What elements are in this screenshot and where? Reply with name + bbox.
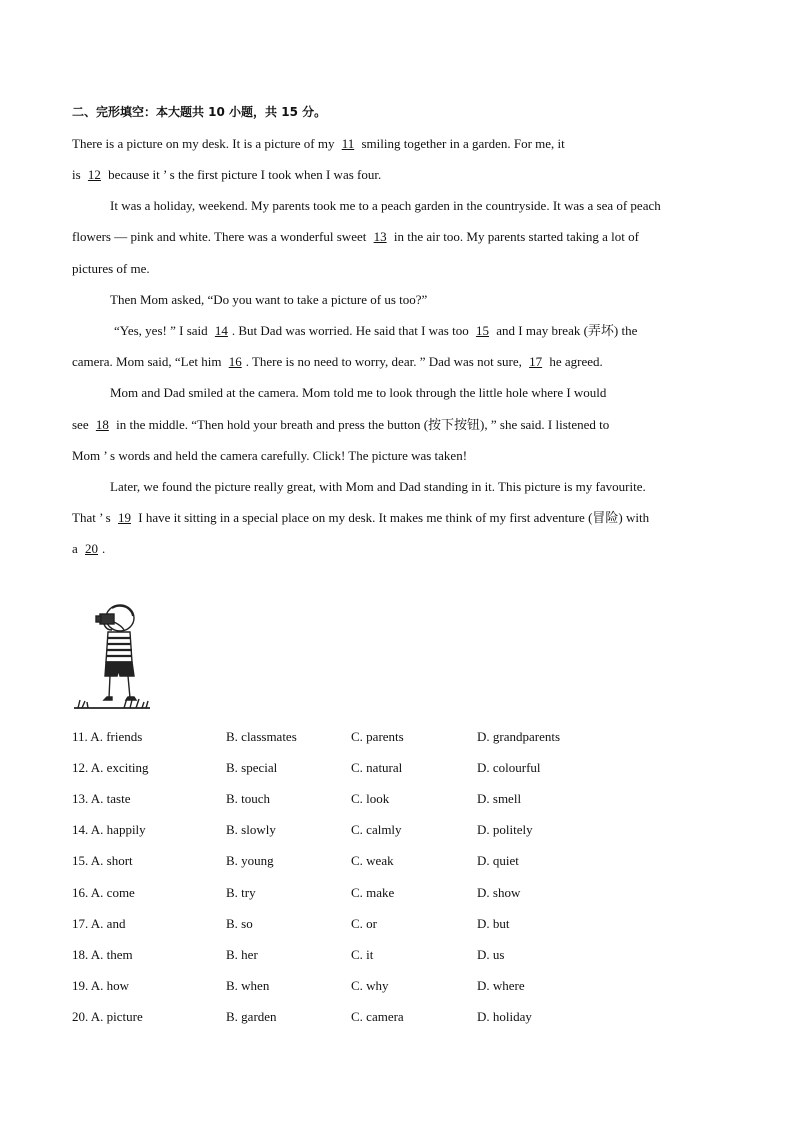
- passage-line-6: Then Mom asked, “Do you want to take a picture of us too?”: [110, 292, 428, 307]
- option-row: [72, 885, 632, 901]
- option-b[interactable]: B. garden: [226, 1009, 277, 1024]
- option-c[interactable]: C. why: [351, 978, 389, 993]
- option-row: [72, 791, 632, 807]
- passage-line-5: pictures of me.: [72, 261, 150, 276]
- option-a[interactable]: 19. A. how: [72, 978, 130, 993]
- option-a[interactable]: 17. A. and: [72, 916, 126, 931]
- passage-line-3: It was a holiday, weekend. My parents took me to a peach garden in the countryside. It was a sea of peach: [110, 198, 661, 213]
- option-b[interactable]: B. try: [226, 885, 256, 900]
- blank-16: 16: [228, 354, 242, 369]
- blank-18: 18: [95, 417, 109, 432]
- option-row: [72, 947, 632, 963]
- passage-line-1: There is a picture on my desk. It is a picture of my 11 smiling together in a garden. For me, it: [72, 136, 565, 151]
- option-d[interactable]: D. holiday: [477, 1009, 532, 1024]
- option-b[interactable]: B. touch: [226, 791, 271, 806]
- option-b[interactable]: B. so: [226, 916, 253, 931]
- passage-line-2: is 12 because it ’ s the first picture I took when I was four.: [72, 167, 382, 182]
- passage-line-8: camera. Mom said, “Let him 16 . There is no need to worry, dear. ” Dad was not sure, 17 he agreed.: [72, 354, 603, 369]
- passage-line-13: That ’ s 19 I have it sitting in a special place on my desk. It makes me think of my first adventure (冒险) with: [72, 510, 650, 525]
- option-row: [72, 822, 632, 838]
- option-a[interactable]: 16. A. come: [72, 885, 135, 900]
- option-a[interactable]: 18. A. them: [72, 947, 133, 962]
- option-d[interactable]: D. us: [477, 947, 505, 962]
- blank-15: 15: [475, 323, 489, 338]
- option-a[interactable]: 20. A. picture: [72, 1009, 143, 1024]
- option-d[interactable]: D. where: [477, 978, 525, 993]
- blank-11: 11: [341, 136, 355, 151]
- option-a[interactable]: 12. A. exciting: [72, 760, 149, 775]
- option-b[interactable]: B. classmates: [226, 729, 297, 744]
- option-d[interactable]: D. but: [477, 916, 510, 931]
- blank-13: 13: [373, 229, 387, 244]
- option-d[interactable]: D. colourful: [477, 760, 541, 775]
- option-c[interactable]: C. calmly: [351, 822, 402, 837]
- option-d[interactable]: D. smell: [477, 791, 522, 806]
- option-d[interactable]: D. quiet: [477, 853, 519, 868]
- option-row: [72, 1009, 632, 1025]
- blank-20: 20: [85, 541, 99, 556]
- option-b[interactable]: B. slowly: [226, 822, 276, 837]
- option-b[interactable]: B. young: [226, 853, 274, 868]
- passage-line-10: see 18 in the middle. “Then hold your breath and press the button (按下按钮), ” she said. I listened to: [72, 417, 610, 432]
- option-c[interactable]: C. it: [351, 947, 374, 962]
- option-b[interactable]: B. her: [226, 947, 258, 962]
- option-b[interactable]: B. when: [226, 978, 270, 993]
- blank-17: 17: [529, 354, 543, 369]
- option-a[interactable]: 14. A. happily: [72, 822, 146, 837]
- option-d[interactable]: D. grandparents: [477, 729, 561, 744]
- passage-line-4: flowers — pink and white. There was a wonderful sweet 13 in the air too. My parents started taking a lot of: [72, 229, 639, 244]
- option-c[interactable]: C. parents: [351, 729, 404, 744]
- option-row: [72, 916, 632, 932]
- blank-19: 19: [118, 510, 131, 525]
- passage-line-12: Later, we found the picture really great, with Mom and Dad standing in it. This picture is my favourite.: [110, 479, 646, 494]
- option-a[interactable]: 11. A. friends: [72, 729, 143, 744]
- option-c[interactable]: C. weak: [351, 853, 394, 868]
- option-row: [72, 978, 632, 994]
- option-c[interactable]: C. look: [351, 791, 390, 806]
- option-c[interactable]: C. camera: [351, 1009, 404, 1024]
- option-row: [72, 760, 632, 776]
- blank-14: 14: [214, 323, 228, 338]
- boy-with-camera-illustration: [72, 600, 152, 712]
- option-d[interactable]: D. show: [477, 885, 521, 900]
- option-a[interactable]: 15. A. short: [72, 853, 133, 868]
- passage-line-14: a 20 .: [72, 541, 106, 556]
- option-row: [72, 853, 632, 869]
- passage-line-7: “Yes, yes! ” I said 14 . But Dad was worried. He said that I was too 15 and I may break (弄坏) the: [114, 323, 638, 338]
- passage-line-9: Mom and Dad smiled at the camera. Mom told me to look through the little hole where I would: [110, 385, 607, 400]
- option-row: [72, 729, 632, 745]
- passage-line-11: Mom ’ s words and held the camera carefully. Click! The picture was taken!: [72, 448, 468, 463]
- blank-12: 12: [87, 167, 101, 182]
- option-c[interactable]: C. or: [351, 916, 377, 931]
- option-c[interactable]: C. natural: [351, 760, 403, 775]
- option-c[interactable]: C. make: [351, 885, 395, 900]
- section-heading: 二、完形填空：本大题共 10 小题，共 15 分。: [72, 105, 327, 119]
- option-d[interactable]: D. politely: [477, 822, 533, 837]
- option-b[interactable]: B. special: [226, 760, 278, 775]
- option-a[interactable]: 13. A. taste: [72, 791, 131, 806]
